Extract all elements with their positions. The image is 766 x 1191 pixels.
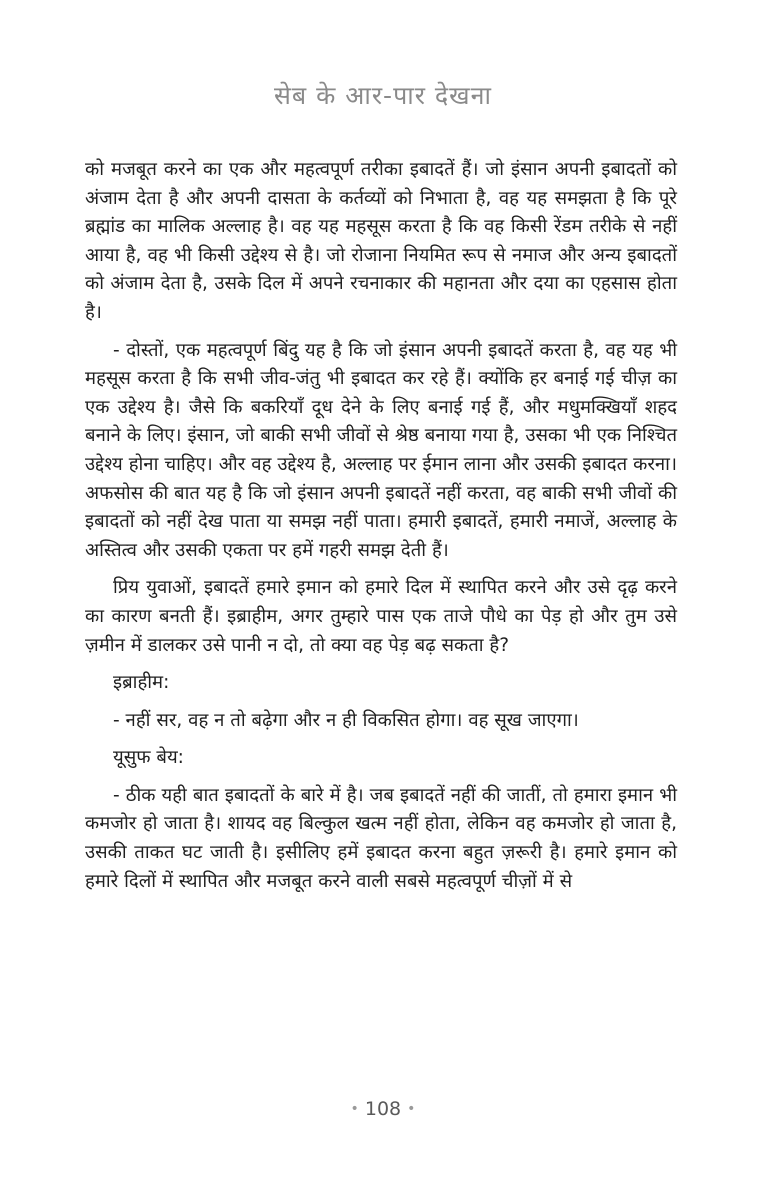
page-number (0, 1098, 766, 1120)
speaker-label-yusuf: यूसुफ बेय: (113, 747, 184, 769)
paragraph-7: - ठीक यही बात इबादतों के बारे में है। जब इबादतें नहीं की जातीं, तो हमारा इमान भी कमजोर हो जाता है। शायद वह बिल्कुल खत्म नहीं होता, लेकिन वह कमजोर हो जाता है, उसकी ताकत घट जाती है। इसीलिए हमें इबादत करना बहुत ज़रूरी है। हमारे इमान को हमारे दिलों में स्थापित और मजबूत करने वाली सबसे महत्वपूर्ण चीज़ों में से (85, 784, 677, 892)
page-number-value: 108 (364, 1098, 402, 1120)
paragraph-5: - नहीं सर, वह न तो बढ़ेगा और न ही विकसित होगा। वह सूख जाएगा। (113, 709, 579, 731)
bullet-left-icon: • (350, 1101, 359, 1117)
bullet-right-icon: • (407, 1101, 416, 1117)
paragraph-2: - दोस्तों, एक महत्वपूर्ण बिंदु यह है कि जो इंसान अपनी इबादतें करता है, वह यह भी महसूस करता है कि सभी जीव-जंतु भी इबादत कर रहे हैं। क्योंकि हर बनाई गई चीज़ का एक उद्देश्य है। जैसे कि बकरियाँ दूध देने के लिए बनाई गई हैं, और मधुमक्खियाँ शहद बनाने के लिए। इंसान, जो बाकी सभी जीवों से श्रेष्ठ बनाया गया है, उसका भी एक निश्चित उद्देश्य होना चाहिए। और वह उद्देश्य है, अल्लाह पर ईमान लाना और उसकी इबादत करना। अफसोस की बात यह है कि जो इंसान अपनी इबादतें नहीं करता, वह बाकी सभी जीवों की इबादतों को नहीं देख पाता या समझ नहीं पाता। हमारी इबादतें, हमारी नमाजें, अल्लाह के अस्तित्व और उसकी एकता पर हमें गहरी समझ देती हैं। (85, 339, 677, 561)
paragraph-3: प्रिय युवाओं, इबादतें हमारे इमान को हमारे दिल में स्थापित करने और उसे दृढ़ करने का कारण बनती हैं। इब्राहीम, अगर तुम्हारे पास एक ताजे पौधे का पेड़ हो और तुम उसे ज़मीन में डालकर उसे पानी न दो, तो क्या वह पेड़ बढ़ सकता है? (85, 577, 677, 656)
body-text (85, 156, 677, 905)
speaker-label-ibrahim: इब्राहीम: (113, 672, 170, 694)
paragraph-1: को मजबूत करने का एक और महत्वपूर्ण तरीका इबादतें हैं। जो इंसान अपनी इबादतों को अंजाम देता है और अपनी दासता के कर्तव्यों को निभाता है, वह यह समझता है कि पूरे ब्रह्मांड का मालिक अल्लाह है। वह यह महसूस करता है कि वह किसी रेंडम तरीके से नहीं आया है, वह भी किसी उद्देश्य से है। जो रोजाना नियमित रूप से नमाज और अन्य इबादतों को अंजाम देता है, उसके दिल में अपने रचनाकार की महानता और दया का एहसास होता है। (85, 159, 677, 323)
running-head: सेब के आर-पार देखना (274, 81, 492, 110)
